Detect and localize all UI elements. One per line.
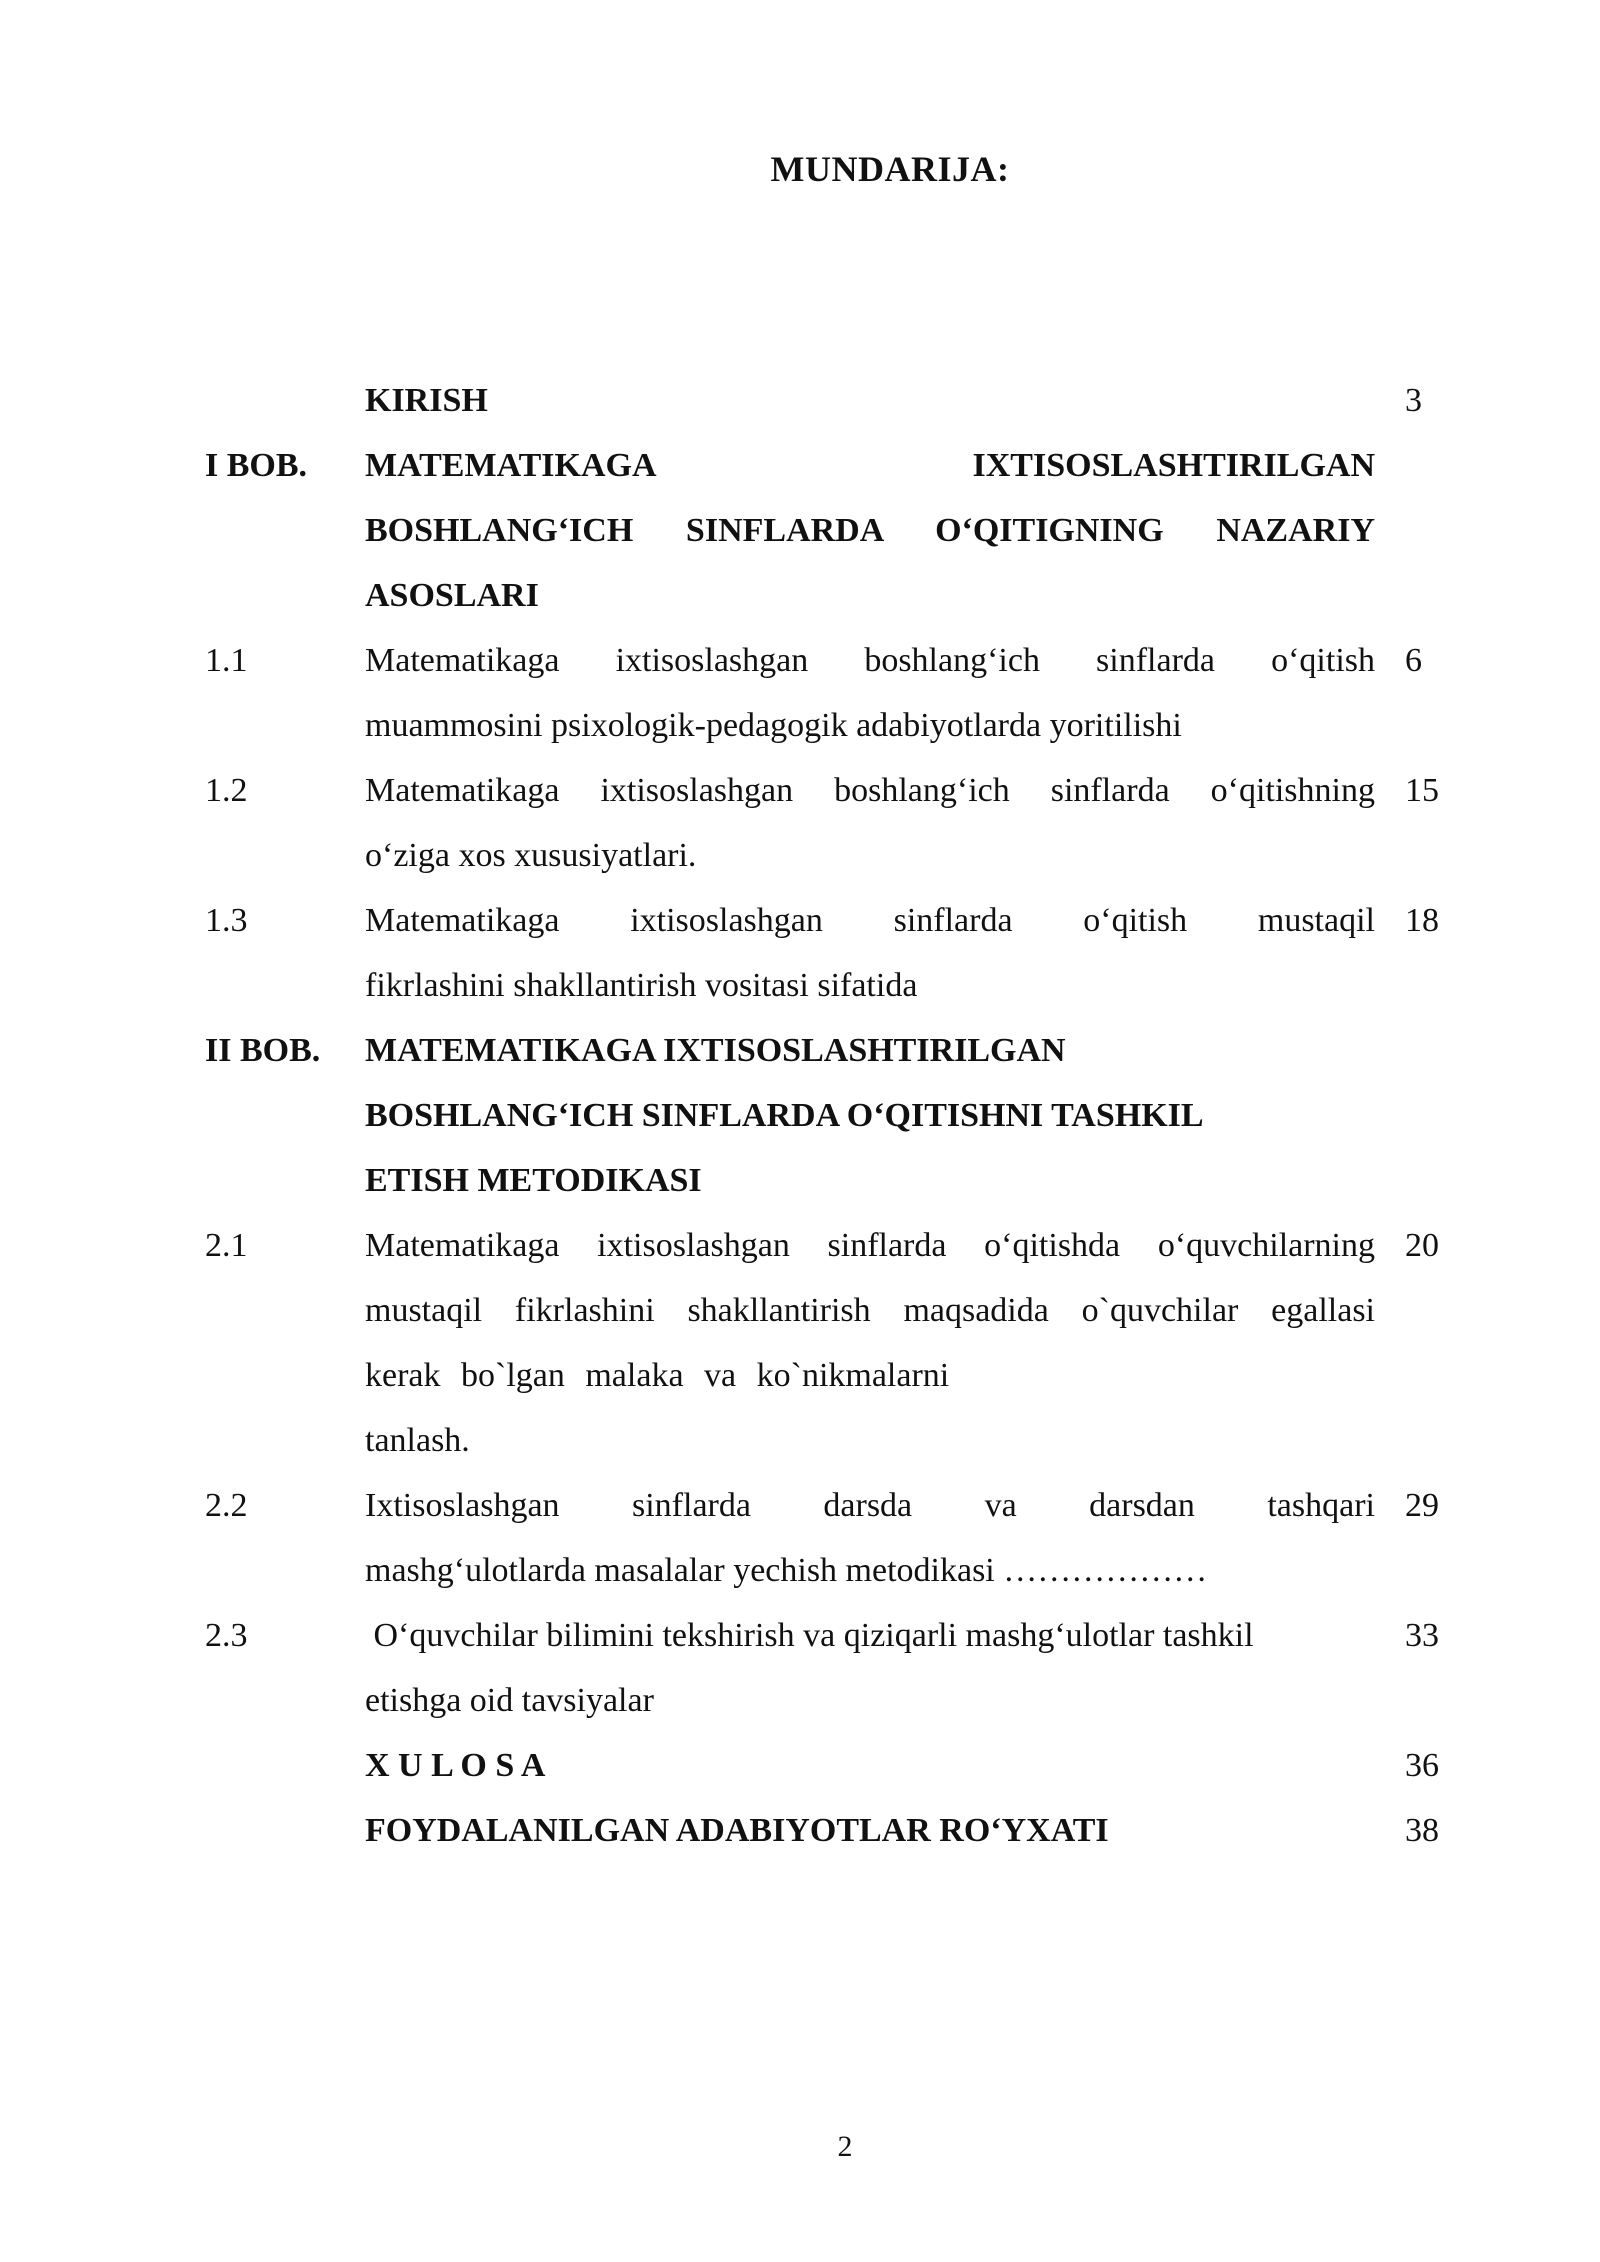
toc-entry-line: Matematikaga ixtisoslashgan boshlang‘ich sinflarda o‘qitish <box>365 642 1375 679</box>
toc-entry-chapter-2[interactable] <box>205 1018 1455 1213</box>
toc-entry-page: 6 <box>1405 642 1422 679</box>
toc-entry-title <box>365 433 1375 628</box>
toc-entry-title <box>365 888 1375 1018</box>
toc-entry-page: 33 <box>1405 1617 1439 1654</box>
toc-entry-number: 1.3 <box>205 902 248 939</box>
toc-entry-1-1[interactable] <box>205 628 1455 758</box>
toc-entry-line: Matematikaga ixtisoslashgan sinflarda o‘qitishda o‘quvchilarning <box>365 1227 1375 1264</box>
toc-entry-page: 15 <box>1405 772 1439 809</box>
toc-entry-title <box>365 368 1375 433</box>
toc-entry-line: BOSHLANG‘ICH SINFLARDA O‘QITISHNI TASHKIL <box>365 1097 1204 1134</box>
toc-entry-2-1[interactable] <box>205 1213 1455 1473</box>
toc-entry-line: o‘ziga xos xususiyatlari. <box>365 837 697 874</box>
toc-entry-line: O‘quvchilar bilimini tekshirish va qiziqarli mashg‘ulotlar tashkil <box>365 1617 1254 1654</box>
toc-entry-chapter-1[interactable] <box>205 433 1455 628</box>
toc-entry-line: tanlash. <box>365 1422 470 1459</box>
toc-entry-line: ETISH METODIKASI <box>365 1162 702 1199</box>
toc-entry-line: fikrlashini shakllantirish vositasi sifatida <box>365 967 918 1004</box>
toc-entry-title <box>365 628 1375 758</box>
toc-entry-number: 1.1 <box>205 642 248 679</box>
toc-entry-line: mustaqil fikrlashini shakllantirish maqsadida o`quvchilar egallasi <box>365 1292 1375 1329</box>
toc-entry-title <box>365 1018 1375 1213</box>
page-number: 2 <box>837 2130 853 2163</box>
toc-entry-title <box>365 1603 1375 1733</box>
toc-entry-page: 36 <box>1405 1747 1439 1784</box>
toc-entry-number: 2.3 <box>205 1617 248 1654</box>
toc-entry-2-2[interactable] <box>205 1473 1455 1603</box>
toc-entry-references[interactable] <box>205 1798 1455 1863</box>
toc-entry-line: Matematikaga ixtisoslashgan sinflarda o‘qitish mustaqil <box>365 902 1375 939</box>
toc-entry-page: 18 <box>1405 902 1439 939</box>
toc-entry-line: MATEMATIKAGA IXTISOSLASHTIRILGAN <box>365 1032 1066 1069</box>
toc-entry-line: BOSHLANG‘ICH SINFLARDA O‘QITIGNING NAZARIY <box>365 512 1375 549</box>
toc-entry-page: 29 <box>1405 1487 1439 1524</box>
toc-entry-page: 20 <box>1405 1227 1439 1264</box>
toc-entry-xulosa[interactable] <box>205 1733 1455 1798</box>
toc-entry-number: 1.2 <box>205 772 248 809</box>
toc-entry-line: FOYDALANILGAN ADABIYOTLAR RO‘YXATI <box>365 1812 1109 1849</box>
toc-entry-1-3[interactable] <box>205 888 1455 1018</box>
toc-entry-1-2[interactable] <box>205 758 1455 888</box>
toc-entry-line: mashg‘ulotlarda masalalar yechish metodikasi ……………… <box>365 1552 1208 1589</box>
toc-entry-number: I BOB. <box>205 447 308 484</box>
toc-entry-title <box>365 1473 1375 1603</box>
page-title: MUNDARIJA: <box>770 149 1010 189</box>
toc-entry-line: kerak bo`lgan malaka va ko`nikmalarni <box>365 1357 950 1394</box>
toc-entry-2-3[interactable] <box>205 1603 1455 1733</box>
toc-entry-line: Matematikaga ixtisoslashgan boshlang‘ich sinflarda o‘qitishning <box>365 772 1375 809</box>
table-of-contents <box>205 368 1455 1863</box>
toc-entry-title <box>365 1798 1375 1863</box>
toc-entry-number: 2.2 <box>205 1487 248 1524</box>
toc-entry-line: muammosini psixologik-pedagogik adabiyotlarda yoritilishi <box>365 707 1182 744</box>
toc-entry-line: ASOSLARI <box>365 577 539 614</box>
toc-entry-page: 38 <box>1405 1812 1439 1849</box>
toc-entry-kirish[interactable] <box>205 368 1455 433</box>
toc-entry-title <box>365 1733 1375 1798</box>
toc-entry-line: MATEMATIKAGA IXTISOSLASHTIRILGAN <box>365 447 1375 484</box>
toc-entry-number: II BOB. <box>205 1032 321 1069</box>
toc-entry-line: KIRISH <box>365 382 488 419</box>
toc-entry-line: etishga oid tavsiyalar <box>365 1682 654 1719</box>
toc-entry-title <box>365 1213 1375 1473</box>
toc-entry-number: 2.1 <box>205 1227 248 1264</box>
toc-entry-line: Ixtisoslashgan sinflarda darsda va darsdan tashqari <box>365 1487 1375 1524</box>
toc-entry-page: 3 <box>1405 382 1422 419</box>
toc-entry-title <box>365 758 1375 888</box>
toc-entry-line: X U L O S A <box>365 1747 546 1784</box>
